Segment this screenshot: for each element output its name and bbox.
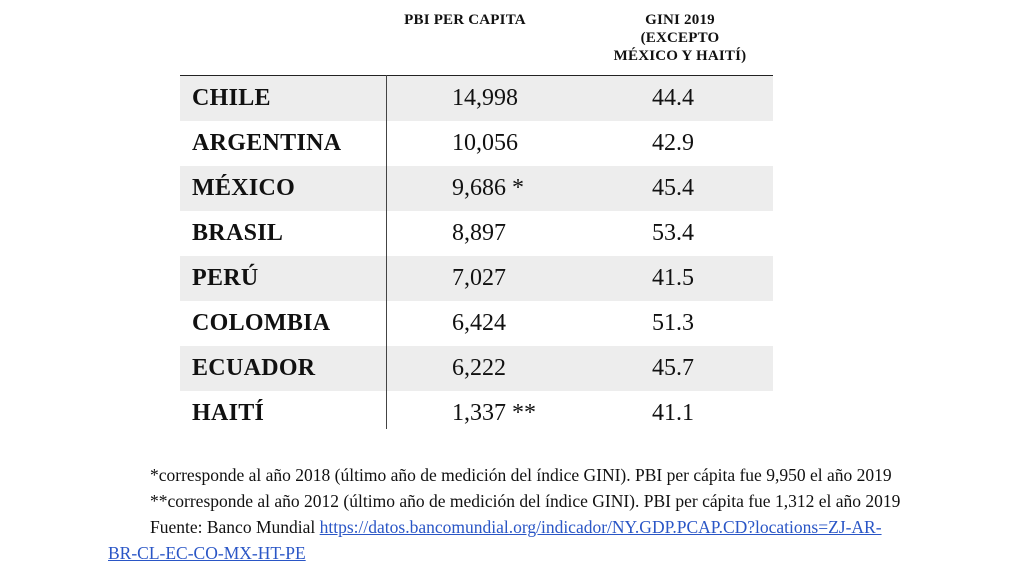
gini-cell: 45.4 xyxy=(652,175,694,201)
source-link-continuation[interactable]: BR-CL-EC-CO-MX-HT-PE xyxy=(108,543,306,563)
gini-cell: 42.9 xyxy=(652,130,694,156)
country-cell: BRASIL xyxy=(192,220,284,246)
table-row-colombia xyxy=(180,301,773,346)
table-row-mexico xyxy=(180,166,773,211)
pbi-cell: 7,027 xyxy=(452,265,506,291)
table-row-argentina xyxy=(180,121,773,166)
footnotes xyxy=(108,462,1018,566)
table-row-chile xyxy=(180,76,773,121)
source-link[interactable]: https://datos.bancomundial.org/indicador/NY.GDP.PCAP.CD?locations=ZJ-AR- xyxy=(319,517,882,537)
gini-cell: 53.4 xyxy=(652,220,694,246)
country-cell: ECUADOR xyxy=(192,355,316,381)
source-line xyxy=(108,514,1018,540)
gini-cell: 51.3 xyxy=(652,310,694,336)
country-cell: HAITÍ xyxy=(192,400,265,426)
footnote-mexico: *corresponde al año 2018 (último año de medición del índice GINI). PBI per cápita fue 9,950 el año 2019 xyxy=(150,465,892,485)
column-divider xyxy=(386,75,387,429)
column-header-gini xyxy=(590,11,770,65)
column-header-gini-line3: MÉXICO Y HAITÍ) xyxy=(613,48,747,64)
column-header-pbi xyxy=(380,11,550,29)
country-cell: CHILE xyxy=(192,85,271,111)
gini-cell: 44.4 xyxy=(652,85,694,111)
column-header-gini-line2: (EXCEPTO xyxy=(640,30,720,46)
gini-cell: 41.1 xyxy=(652,400,694,426)
source-label: Fuente: Banco Mundial xyxy=(150,517,320,537)
gini-cell: 41.5 xyxy=(652,265,694,291)
pbi-cell: 8,897 xyxy=(452,220,506,246)
country-cell: ARGENTINA xyxy=(192,130,342,156)
data-table xyxy=(180,76,773,436)
source-link-continuation-line xyxy=(108,540,1018,566)
pbi-cell: 6,424 xyxy=(452,310,506,336)
table-row-ecuador xyxy=(180,346,773,391)
table-row-haiti xyxy=(180,391,773,436)
pbi-cell: 10,056 xyxy=(452,130,518,156)
country-cell: PERÚ xyxy=(192,265,259,291)
country-cell: MÉXICO xyxy=(192,175,296,201)
country-cell: COLOMBIA xyxy=(192,310,331,336)
table-row-brasil xyxy=(180,211,773,256)
column-header-gini-line1: GINI 2019 xyxy=(645,12,715,28)
pbi-cell: 14,998 xyxy=(452,85,518,111)
pbi-cell: 9,686 * xyxy=(452,175,524,201)
column-header-pbi-label: PBI PER CAPITA xyxy=(404,12,526,28)
footnote-haiti: **corresponde al año 2012 (último año de medición del índice GINI). PBI per cápita fue 1,312 el año 2019 xyxy=(150,491,901,511)
table-row-peru xyxy=(180,256,773,301)
gini-cell: 45.7 xyxy=(652,355,694,381)
pbi-cell: 6,222 xyxy=(452,355,506,381)
pbi-cell: 1,337 ** xyxy=(452,400,536,426)
